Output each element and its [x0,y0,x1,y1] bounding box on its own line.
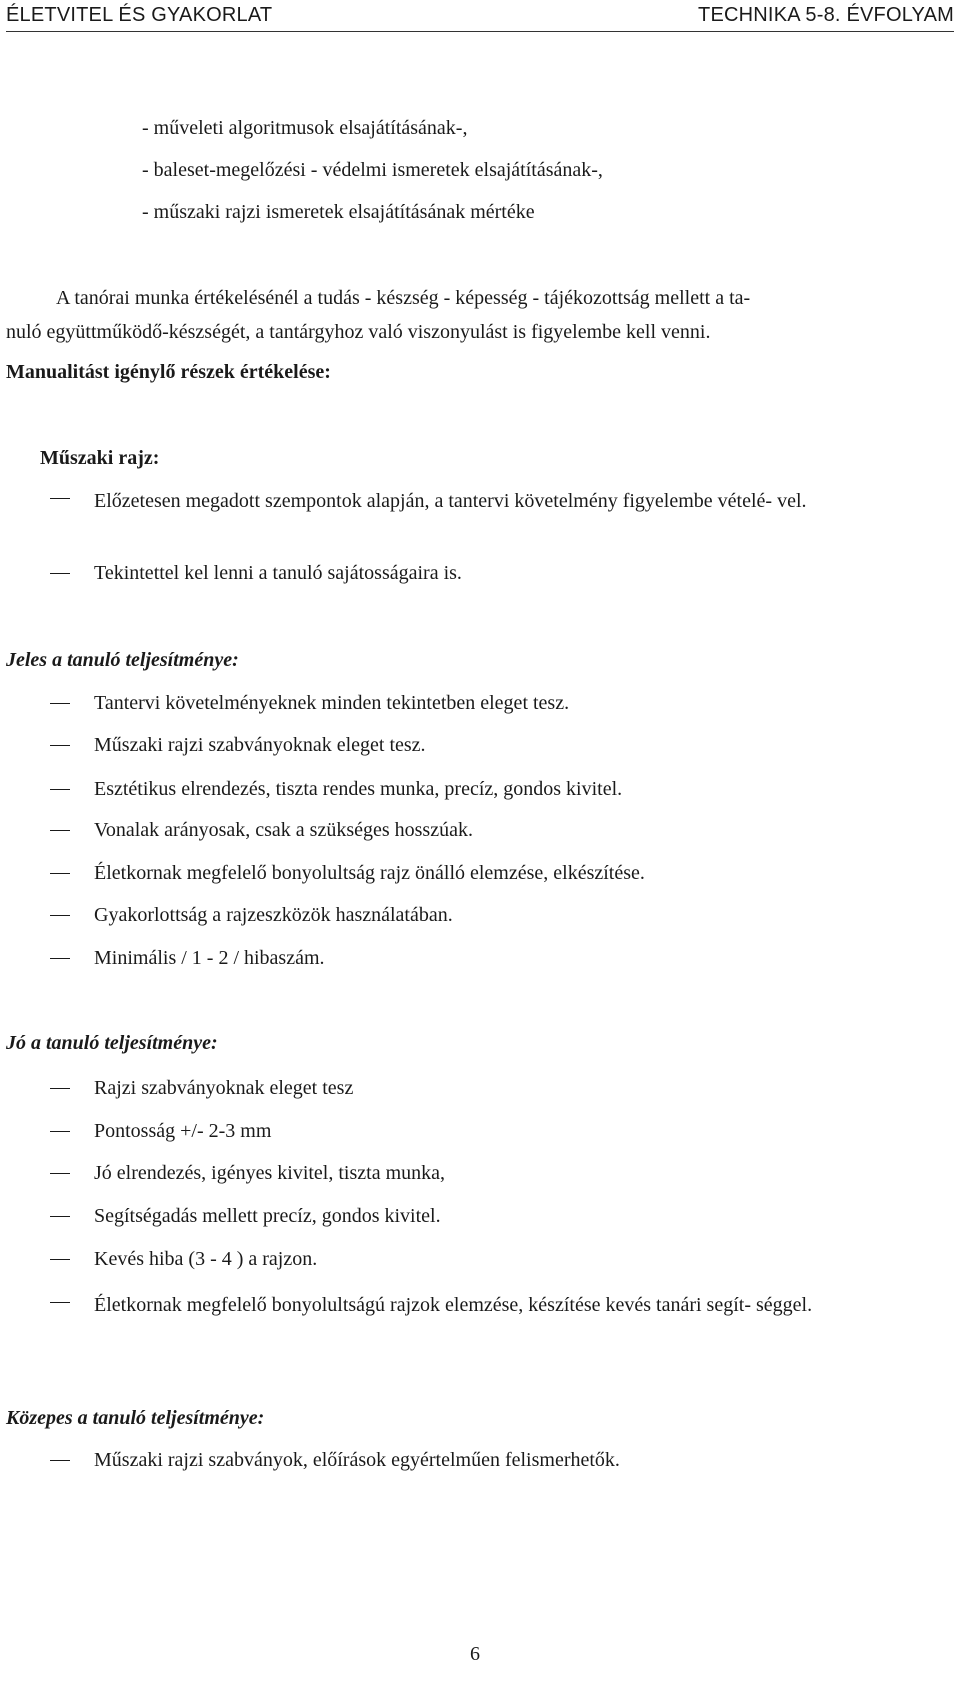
list-item: Esztétikus elrendezés, tiszta rendes munka, precíz, gondos kivitel. [94,778,623,800]
dash-bullet [50,1131,70,1132]
dash-bullet [50,1216,70,1217]
dash-bullet [50,1088,70,1089]
intro-list-item: - baleset-megelőzési - védelmi ismeretek elsajátításának-, [142,159,603,181]
excellent-heading: Jeles a tanuló teljesítménye: [6,649,239,671]
list-item: Minimális / 1 - 2 / hibaszám. [94,947,325,969]
dash-bullet [50,873,70,874]
average-heading: Közepes a tanuló teljesítménye: [6,1407,265,1429]
dash-bullet [50,703,70,704]
dash-bullet [50,573,70,574]
intro-list-item: - műszaki rajzi ismeretek elsajátításának mértéke [142,201,535,223]
dash-bullet [50,498,70,499]
dash-bullet [50,915,70,916]
list-item: Műszaki rajzi szabványok, előírások egyértelműen felismerhetők. [94,1449,620,1471]
paragraph-line: A tanórai munka értékelésénél a tudás - készség - képesség - tájékozottság mellett a ta- [56,287,751,309]
paragraph-line: nuló együttműködő-készségét, a tantárgyhoz való viszonyulást is figyelembe kell venni. [6,321,711,343]
good-heading: Jó a tanuló teljesítménye: [6,1032,218,1054]
list-item: Tekintettel kel lenni a tanuló sajátosságaira is. [94,562,462,584]
list-item: Életkornak megfelelő bonyolultság rajz önálló elemzése, elkészítése. [94,862,645,884]
list-item: Vonalak arányosak, csak a szükséges hosszúak. [94,819,473,841]
drawing-heading: Műszaki rajz: [40,447,160,469]
list-item: Segítségadás mellett precíz, gondos kivitel. [94,1205,441,1227]
list-item: Tantervi követelményeknek minden tekintetben eleget tesz. [94,692,570,714]
dash-bullet [50,745,70,746]
list-item: Műszaki rajzi szabványoknak eleget tesz. [94,734,426,756]
list-item: Jó elrendezés, igényes kivitel, tiszta munka, [94,1162,446,1184]
dash-bullet [50,1259,70,1260]
list-item: Gyakorlottság a rajzeszközök használatában. [94,904,453,926]
list-item: Életkornak megfelelő bonyolultságú rajzok elemzése, készítése kevés tanári segít- séggel. [94,1294,813,1316]
intro-list-item: - műveleti algoritmusok elsajátításának-, [142,117,468,139]
dash-bullet [50,1460,70,1461]
list-item: Kevés hiba (3 - 4 ) a rajzon. [94,1248,318,1270]
dash-bullet [50,958,70,959]
header-left: ÉLETVITEL ÉS GYAKORLAT [6,4,273,26]
section-title: Manualitást igénylő részek értékelése: [6,361,331,383]
dash-bullet [50,1173,70,1174]
page-number: 6 [470,1643,480,1665]
list-item: Előzetesen megadott szempontok alapján, a tantervi követelmény figyelembe vételé- vel. [94,490,807,512]
list-item: Rajzi szabványoknak eleget tesz [94,1077,354,1099]
list-item: Pontosság +/- 2-3 mm [94,1120,272,1142]
dash-bullet [50,789,70,790]
dash-bullet [50,830,70,831]
header-right: TECHNIKA 5-8. ÉVFOLYAM [698,4,954,26]
header-rule [6,31,954,32]
dash-bullet [50,1302,70,1303]
